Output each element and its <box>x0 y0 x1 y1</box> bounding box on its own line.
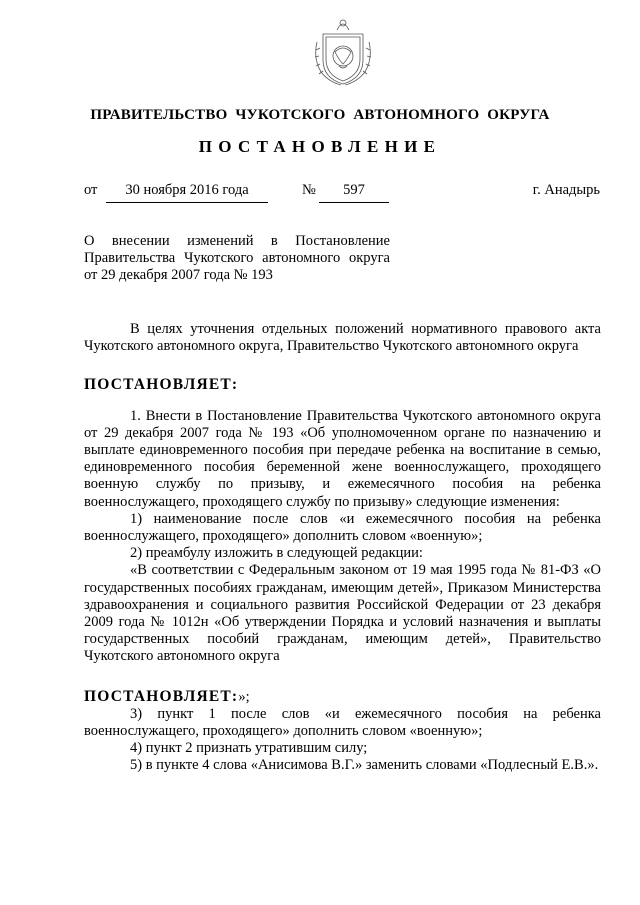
quoted-resolves-heading: ПОСТАНОВЛЯЕТ: <box>84 687 239 705</box>
document-date: 30 ноября 2016 года <box>106 182 268 203</box>
subitem-paragraph: 3) пункт 1 после слов «и ежемесячного пособия на ребенка военнослужащего, проходящего» дополнить словом «военную»; <box>84 705 601 740</box>
subitem-paragraph: 2) преамбулу изложить в следующей редакции: <box>130 545 423 562</box>
coat-of-arms-icon <box>313 14 373 88</box>
subitem-paragraph: 5) в пункте 4 слова «Анисимова В.Г.» заменить словами «Подлесный Е.В.». <box>130 757 599 774</box>
subject-line: О внесении изменений в Постановление <box>84 233 390 249</box>
document-body <box>84 321 601 775</box>
government-title: ПРАВИТЕЛЬСТВО ЧУКОТСКОГО АВТОНОМНОГО ОКРУГА <box>90 107 550 123</box>
resolves-heading: ПОСТАНОВЛЯЕТ: <box>84 376 239 394</box>
number-label: № <box>302 182 316 198</box>
document-kind-title: ПОСТАНОВЛЕНИЕ <box>198 137 442 156</box>
subject-line: Правительства Чукотского автономного округа <box>84 250 390 267</box>
quoted-resolves-line <box>84 688 601 706</box>
subject-line: от 29 декабря 2007 года № 193 <box>84 267 273 284</box>
document-city: г. Анадырь <box>532 182 600 198</box>
quote-close: »; <box>238 688 250 705</box>
subitem-paragraph: 4) пункт 2 признать утратившим силу; <box>130 740 368 757</box>
subitem-paragraph: 1) наименование после слов «и ежемесячного пособия на ребенка военнослужащего, проходящего» дополнить словом «военную»; <box>84 510 601 545</box>
quoted-preamble: «В соответствии с Федеральным законом от 19 мая 1995 года № 81-ФЗ «О государственных пособиях гражданам, имеющим детей», Приказом Министерства здравоохранения и социального развития Российской Федерации от 23 декабря 2009 года № 1012н «Об утверждении Порядка и условий назначения и выплаты государственных пособий гражданам, имеющим детей», Правительство Чукотского автономного округа <box>84 562 601 665</box>
date-prefix: от <box>84 182 98 198</box>
document-subject <box>84 233 390 285</box>
document-number: 597 <box>319 182 389 203</box>
item-paragraph: 1. Внести в Постановление Правительства Чукотского автономного округа от 29 декабря 2007 года № 193 «Об уполномоченном органе по назначению и выплате единовременного пособия при передаче ребенка на воспитание в семью, единовременного пособия беременной жене военнослужащего, проходящего военную службу по призыву, и ежемесячного пособия на ребенка военнослужащего, проходящего службу по призыву» следующие изменения: <box>84 407 601 510</box>
intro-paragraph: В целях уточнения отдельных положений нормативного правового акта Чукотского автономного округа, Правительство Чукотского автономного округа <box>84 321 601 355</box>
